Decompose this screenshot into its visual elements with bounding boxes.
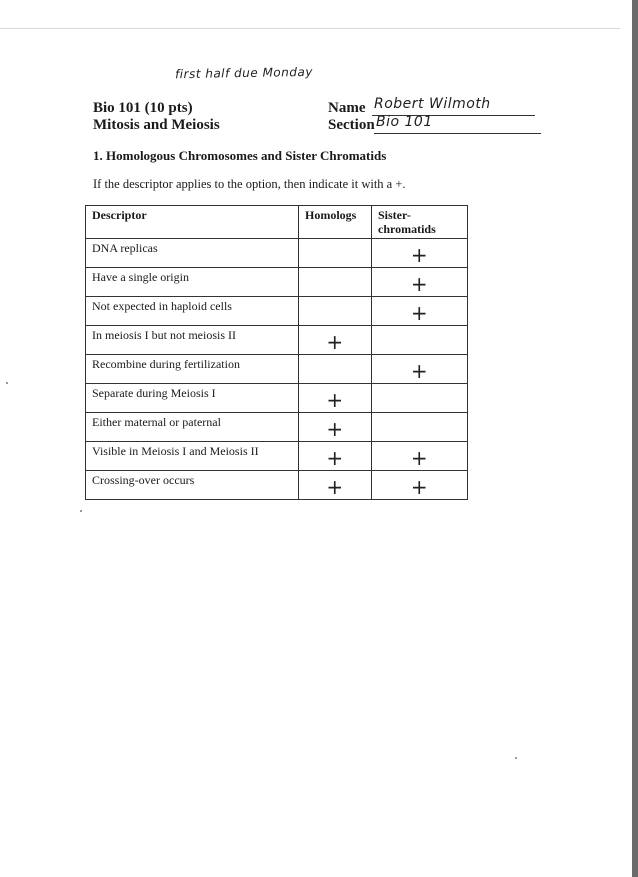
sister-mark: + bbox=[410, 243, 429, 267]
descriptor-cell: Separate during Meiosis I bbox=[86, 384, 299, 413]
table-row bbox=[86, 239, 468, 268]
sister-cell bbox=[372, 413, 468, 442]
homologs-mark: + bbox=[326, 388, 344, 412]
descriptor-cell: Recombine during fertilization bbox=[86, 355, 299, 384]
sister-cell bbox=[372, 384, 468, 413]
homologs-cell bbox=[299, 471, 372, 500]
sister-mark bbox=[378, 328, 461, 332]
homologs-cell bbox=[299, 413, 372, 442]
homologs-cell bbox=[299, 268, 372, 297]
scan-speck bbox=[6, 382, 8, 384]
sister-mark: + bbox=[410, 446, 429, 470]
table-row bbox=[86, 384, 468, 413]
sister-cell bbox=[372, 355, 468, 384]
instructions: If the descriptor applies to the option, then indicate it with a +. bbox=[93, 177, 406, 191]
descriptor-cell: Crossing-over occurs bbox=[86, 471, 299, 500]
sister-cell bbox=[372, 471, 468, 500]
homologs-mark: + bbox=[326, 330, 344, 354]
scan-edge-shadow bbox=[632, 0, 638, 877]
descriptor-cell: Either maternal or paternal bbox=[86, 413, 299, 442]
sister-mark: + bbox=[410, 301, 429, 325]
table-row bbox=[86, 413, 468, 442]
section-field bbox=[374, 114, 541, 134]
handwritten-note: first half due Monday bbox=[174, 64, 314, 82]
header-descriptor: Descriptor bbox=[86, 206, 299, 239]
page-top-edge bbox=[0, 28, 620, 29]
homologs-cell bbox=[299, 355, 372, 384]
sister-cell bbox=[372, 268, 468, 297]
header-sister-chromatids: Sister-chromatids bbox=[372, 206, 468, 239]
table-row bbox=[86, 326, 468, 355]
name-field bbox=[372, 96, 535, 116]
homologs-cell bbox=[299, 239, 372, 268]
question-title: 1. Homologous Chromosomes and Sister Chromatids bbox=[93, 148, 387, 163]
descriptor-table bbox=[85, 205, 468, 500]
homologs-mark bbox=[305, 241, 365, 245]
descriptor-cell: DNA replicas bbox=[86, 239, 299, 268]
descriptor-cell: Not expected in haploid cells bbox=[86, 297, 299, 326]
homologs-mark bbox=[305, 270, 365, 274]
homologs-mark: + bbox=[326, 475, 344, 499]
sister-cell bbox=[372, 326, 468, 355]
table-row bbox=[86, 297, 468, 326]
homologs-cell bbox=[299, 442, 372, 471]
table-row bbox=[86, 268, 468, 297]
header-homologs: Homologs bbox=[299, 206, 372, 239]
course-title: Bio 101 (10 pts) bbox=[93, 100, 193, 116]
sister-mark bbox=[378, 415, 461, 419]
table-row bbox=[86, 355, 468, 384]
scan-speck bbox=[515, 757, 517, 759]
homologs-cell bbox=[299, 384, 372, 413]
sister-mark bbox=[378, 386, 461, 390]
section-label: Section bbox=[328, 117, 375, 133]
homologs-mark: + bbox=[326, 446, 344, 470]
homologs-mark: + bbox=[326, 417, 344, 441]
descriptor-cell: In meiosis I but not meiosis II bbox=[86, 326, 299, 355]
name-value: Robert Wilmoth bbox=[374, 96, 491, 112]
homologs-cell bbox=[299, 326, 372, 355]
homologs-cell bbox=[299, 297, 372, 326]
sister-cell bbox=[372, 239, 468, 268]
topic-title: Mitosis and Meiosis bbox=[93, 117, 220, 133]
table-row bbox=[86, 442, 468, 471]
homologs-mark bbox=[305, 357, 365, 361]
scan-speck bbox=[80, 510, 82, 512]
sister-cell bbox=[372, 442, 468, 471]
descriptor-cell: Visible in Meiosis I and Meiosis II bbox=[86, 442, 299, 471]
sister-cell bbox=[372, 297, 468, 326]
sister-mark: + bbox=[410, 359, 429, 383]
descriptor-cell: Have a single origin bbox=[86, 268, 299, 297]
homologs-mark bbox=[305, 299, 365, 303]
sister-mark: + bbox=[410, 475, 429, 499]
name-label: Name bbox=[328, 100, 366, 116]
sister-mark: + bbox=[410, 272, 429, 296]
table-header-row bbox=[86, 206, 468, 239]
section-value: Bio 101 bbox=[376, 114, 433, 130]
table-row bbox=[86, 471, 468, 500]
